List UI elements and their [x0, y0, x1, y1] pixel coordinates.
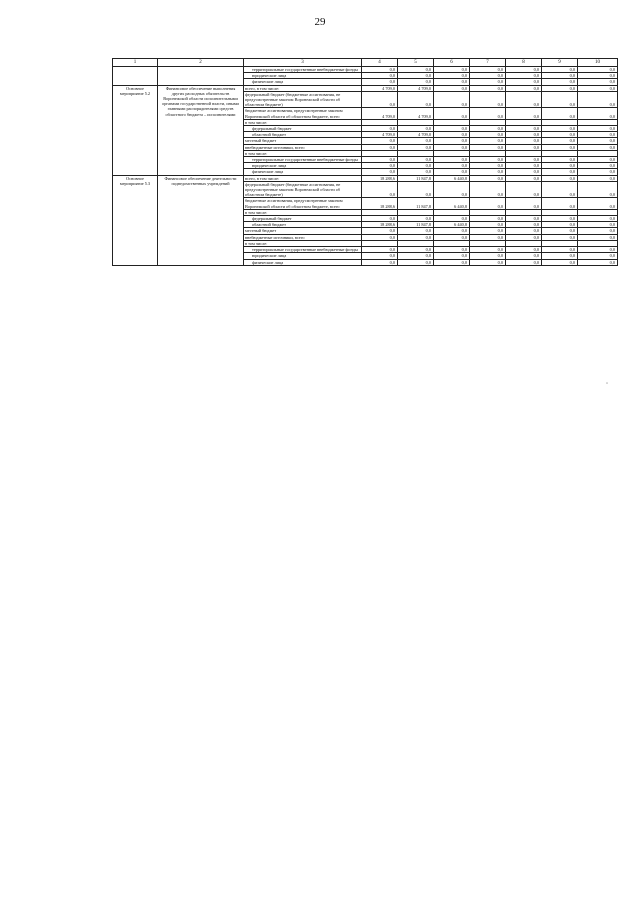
header-cell: 10: [578, 59, 618, 67]
value-cell: 0,0: [542, 216, 578, 222]
header-cell: 1: [113, 59, 158, 67]
source-label-cell: физические лица: [244, 169, 362, 175]
source-label-cell: территориальные государственные внебюджетные фонды: [244, 247, 362, 253]
value-cell: 0,0: [578, 228, 618, 234]
value-cell: 0,0: [470, 169, 506, 175]
source-label-cell: в том числе:: [244, 119, 362, 125]
value-cell: 4 709,0: [398, 108, 434, 119]
source-label-cell: физические лица: [244, 259, 362, 265]
value-cell: 0,0: [578, 138, 618, 144]
value-cell: 0,0: [578, 234, 618, 240]
value-cell: 0,0: [398, 259, 434, 265]
source-label-cell: федеральный бюджет (бюджетные ассигнования, не предусмотренные законом Воронежской области об областном бюджете): [244, 91, 362, 108]
value-cell: 0,0: [362, 259, 398, 265]
value-cell: 0,0: [506, 67, 542, 73]
source-label-cell: в том числе:: [244, 240, 362, 246]
value-cell: 0,0: [470, 198, 506, 209]
value-cell: 0,0: [506, 253, 542, 259]
header-cell: 9: [542, 59, 578, 67]
value-cell: 0,0: [434, 132, 470, 138]
measure-name-cell: [158, 67, 244, 86]
value-cell: 0,0: [470, 73, 506, 79]
value-cell: 0,0: [398, 216, 434, 222]
value-cell: 0,0: [434, 79, 470, 85]
value-cell: 0,0: [578, 85, 618, 91]
value-cell: 0,0: [470, 138, 506, 144]
value-cell: 0,0: [578, 198, 618, 209]
value-cell: 0,0: [506, 216, 542, 222]
value-cell: 0,0: [398, 163, 434, 169]
value-cell: 0,0: [506, 198, 542, 209]
value-cell: 0,0: [470, 175, 506, 181]
value-cell: 0,0: [506, 126, 542, 132]
value-cell: 0,0: [542, 175, 578, 181]
source-label-cell: всего, в том числе:: [244, 85, 362, 91]
value-cell: 0,0: [542, 108, 578, 119]
value-cell: 4 709,0: [362, 108, 398, 119]
value-cell: 0,0: [578, 73, 618, 79]
value-cell: 0,0: [506, 91, 542, 108]
value-cell: 0,0: [506, 169, 542, 175]
value-cell: 0,0: [434, 259, 470, 265]
value-cell: 6 440,8: [434, 175, 470, 181]
value-cell: 0,0: [578, 157, 618, 163]
value-cell: 0,0: [398, 234, 434, 240]
value-cell: 0,0: [470, 259, 506, 265]
source-label-cell: в том числе:: [244, 150, 362, 156]
value-cell: 0,0: [362, 157, 398, 163]
value-cell: 0,0: [434, 138, 470, 144]
value-cell: 0,0: [506, 181, 542, 198]
value-cell: 0,0: [470, 222, 506, 228]
measure-cell: Основное мероприятие 5.2: [113, 85, 158, 175]
value-cell: 0,0: [362, 91, 398, 108]
value-cell: 0,0: [506, 163, 542, 169]
source-label-cell: федеральный бюджет (бюджетные ассигнования, не предусмотренные законом Воронежской области об областном бюджете): [244, 181, 362, 198]
value-cell: 0,0: [578, 67, 618, 73]
value-cell: 0,0: [398, 91, 434, 108]
source-label-cell: юридические лица: [244, 163, 362, 169]
value-cell: 0,0: [506, 85, 542, 91]
value-cell: 0,0: [398, 79, 434, 85]
value-cell: 0,0: [362, 163, 398, 169]
source-label-cell: территориальные государственные внебюджетные фонды: [244, 67, 362, 73]
value-cell: 0,0: [434, 228, 470, 234]
measure-name-cell: Финансовое обеспечение выполнения других расходных обязательств Воронежской области исполнительными органами государственной власти, иными главными распорядителями средств областного бюджета – исполнителями: [158, 85, 244, 175]
value-cell: 0,0: [470, 253, 506, 259]
value-cell: 0,0: [434, 234, 470, 240]
value-cell: 0,0: [542, 85, 578, 91]
value-cell: 0,0: [578, 253, 618, 259]
source-label-cell: областной бюджет: [244, 132, 362, 138]
source-label-cell: внебюджетные источники, всего: [244, 144, 362, 150]
source-label-cell: местный бюджет: [244, 228, 362, 234]
value-cell: 0,0: [362, 247, 398, 253]
value-cell: 0,0: [578, 79, 618, 85]
value-cell: 0,0: [578, 163, 618, 169]
source-label-cell: областной бюджет: [244, 222, 362, 228]
value-cell: 0,0: [542, 126, 578, 132]
value-cell: 0,0: [362, 169, 398, 175]
value-cell: 0,0: [398, 157, 434, 163]
value-cell: 18 288,6: [362, 198, 398, 209]
value-cell: 0,0: [398, 169, 434, 175]
value-cell: 0,0: [542, 222, 578, 228]
source-label-cell: физические лица: [244, 79, 362, 85]
value-cell: 0,0: [578, 181, 618, 198]
value-cell: 0,0: [398, 144, 434, 150]
value-cell: 0,0: [578, 222, 618, 228]
value-cell: 0,0: [506, 73, 542, 79]
source-label-cell: всего, в том числе:: [244, 175, 362, 181]
value-cell: 0,0: [542, 253, 578, 259]
value-cell: 0,0: [470, 228, 506, 234]
value-cell: 0,0: [362, 216, 398, 222]
value-cell: 0,0: [398, 247, 434, 253]
source-label-cell: бюджетные ассигнования, предусмотренные законом Воронежской области об областном бюджете, всего: [244, 108, 362, 119]
value-cell: 18 288,6: [362, 222, 398, 228]
value-cell: 0,0: [542, 144, 578, 150]
source-label-cell: внебюджетные источники, всего: [244, 234, 362, 240]
value-cell: 0,0: [506, 247, 542, 253]
source-label-cell: юридические лица: [244, 73, 362, 79]
value-cell: 0,0: [362, 73, 398, 79]
value-cell: 0,0: [470, 181, 506, 198]
value-cell: 0,0: [362, 234, 398, 240]
value-cell: 0,0: [506, 234, 542, 240]
header-row: [113, 59, 618, 67]
value-cell: 0,0: [362, 144, 398, 150]
value-cell: 0,0: [470, 132, 506, 138]
value-cell: 0,0: [470, 247, 506, 253]
value-cell: 0,0: [470, 79, 506, 85]
value-cell: 0,0: [398, 138, 434, 144]
value-cell: 0,0: [398, 126, 434, 132]
value-cell: 0,0: [506, 157, 542, 163]
value-cell: 11 847,8: [398, 222, 434, 228]
value-cell: 0,0: [434, 91, 470, 108]
value-cell: 0,0: [362, 67, 398, 73]
value-cell: 0,0: [542, 198, 578, 209]
value-cell: 0,0: [578, 247, 618, 253]
source-label-cell: юридические лица: [244, 253, 362, 259]
value-cell: 0,0: [362, 228, 398, 234]
value-cell: 11 847,8: [398, 198, 434, 209]
value-cell: 0,0: [506, 108, 542, 119]
value-cell: 0,0: [434, 67, 470, 73]
measure-name-cell: Финансовое обеспечение деятельности подведомственных учреждений: [158, 175, 244, 265]
value-cell: 0,0: [542, 73, 578, 79]
value-cell: 0,0: [578, 216, 618, 222]
value-cell: 4 709,0: [362, 132, 398, 138]
value-cell: 0,0: [470, 163, 506, 169]
value-cell: 0,0: [434, 163, 470, 169]
value-cell: 0,0: [542, 169, 578, 175]
value-cell: 0,0: [434, 144, 470, 150]
value-cell: 0,0: [434, 253, 470, 259]
value-cell: 6 440,8: [434, 222, 470, 228]
value-cell: 0,0: [470, 85, 506, 91]
value-cell: 0,0: [434, 216, 470, 222]
value-cell: 0,0: [362, 79, 398, 85]
value-cell: 0,0: [434, 85, 470, 91]
value-cell: 0,0: [542, 138, 578, 144]
value-cell: 0,0: [434, 157, 470, 163]
table-body: [113, 67, 618, 266]
value-cell: 0,0: [470, 157, 506, 163]
value-cell: 0,0: [470, 91, 506, 108]
header-cell: 6: [434, 59, 470, 67]
value-cell: 0,0: [506, 222, 542, 228]
header-cell: 3: [244, 59, 362, 67]
value-cell: 4 709,0: [398, 132, 434, 138]
value-cell: 0,0: [506, 175, 542, 181]
value-cell: 0,0: [434, 108, 470, 119]
value-cell: 0,0: [506, 228, 542, 234]
source-label-cell: федеральный бюджет: [244, 126, 362, 132]
value-cell: 0,0: [578, 175, 618, 181]
header-cell: 7: [470, 59, 506, 67]
value-cell: 0,0: [542, 234, 578, 240]
source-label-cell: местный бюджет: [244, 138, 362, 144]
budget-table: [112, 58, 618, 266]
value-cell: 11 847,8: [398, 175, 434, 181]
value-cell: 0,0: [542, 259, 578, 265]
measure-cell: Основное мероприятие 5.3: [113, 175, 158, 265]
value-cell: 0,0: [434, 126, 470, 132]
value-cell: 0,0: [578, 132, 618, 138]
value-cell: 0,0: [542, 67, 578, 73]
value-cell: 0,0: [434, 73, 470, 79]
value-cell: 0,0: [470, 67, 506, 73]
value-cell: 0,0: [542, 91, 578, 108]
value-cell: 0,0: [506, 138, 542, 144]
value-cell: 0,0: [506, 259, 542, 265]
value-cell: 0,0: [506, 132, 542, 138]
source-label-cell: в том числе:: [244, 209, 362, 215]
value-cell: 0,0: [542, 247, 578, 253]
header-cell: 4: [362, 59, 398, 67]
value-cell: 0,0: [578, 126, 618, 132]
value-cell: 0,0: [362, 253, 398, 259]
value-cell: 0,0: [506, 79, 542, 85]
value-cell: 0,0: [578, 108, 618, 119]
page-number: 29: [314, 16, 326, 28]
value-cell: 0,0: [578, 169, 618, 175]
value-cell: 0,0: [470, 216, 506, 222]
value-cell: 0,0: [434, 169, 470, 175]
value-cell: 0,0: [398, 67, 434, 73]
value-cell: 0,0: [542, 181, 578, 198]
value-cell: 0,0: [542, 132, 578, 138]
budget-table-wrapper: [112, 58, 617, 266]
value-cell: 0,0: [398, 228, 434, 234]
value-cell: 0,0: [542, 228, 578, 234]
value-cell: 0,0: [542, 157, 578, 163]
value-cell: 0,0: [398, 73, 434, 79]
value-cell: 0,0: [434, 181, 470, 198]
value-cell: 0,0: [362, 181, 398, 198]
value-cell: 0,0: [470, 126, 506, 132]
value-cell: 4 709,0: [362, 85, 398, 91]
measure-cell: [113, 67, 158, 86]
value-cell: 0,0: [470, 108, 506, 119]
value-cell: 0,0: [434, 247, 470, 253]
value-cell: 0,0: [362, 126, 398, 132]
value-cell: 0,0: [542, 163, 578, 169]
value-cell: 4 709,0: [398, 85, 434, 91]
value-cell: 0,0: [578, 91, 618, 108]
header-cell: 2: [158, 59, 244, 67]
value-cell: 0,0: [398, 181, 434, 198]
value-cell: 0,0: [362, 138, 398, 144]
value-cell: 18 288,6: [362, 175, 398, 181]
value-cell: 0,0: [506, 144, 542, 150]
value-cell: 0,0: [578, 144, 618, 150]
header-cell: 8: [506, 59, 542, 67]
value-cell: 0,0: [542, 79, 578, 85]
source-label-cell: бюджетные ассигнования, предусмотренные законом Воронежской области об областном бюджете, всего: [244, 198, 362, 209]
value-cell: 0,0: [578, 259, 618, 265]
scan-mark: ˇ: [606, 383, 608, 389]
header-cell: 5: [398, 59, 434, 67]
source-label-cell: федеральный бюджет: [244, 216, 362, 222]
value-cell: 0,0: [398, 253, 434, 259]
value-cell: 0,0: [470, 144, 506, 150]
source-label-cell: территориальные государственные внебюджетные фонды: [244, 157, 362, 163]
value-cell: 0,0: [470, 234, 506, 240]
value-cell: 6 440,8: [434, 198, 470, 209]
